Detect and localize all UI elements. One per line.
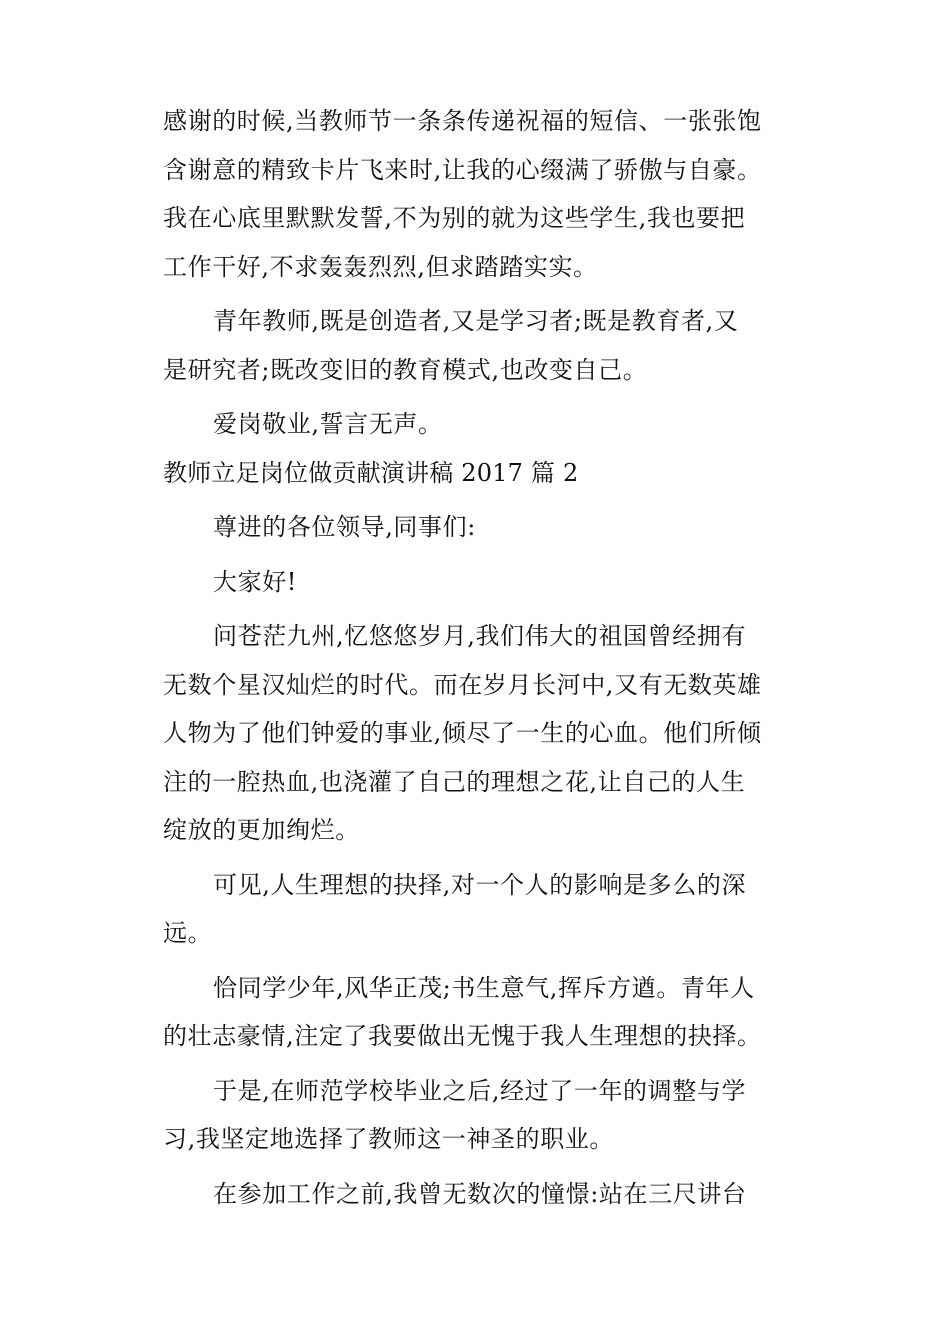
paragraph bbox=[163, 400, 783, 449]
text-line: 绽放的更加绚烂。 bbox=[163, 816, 360, 844]
paragraph bbox=[163, 861, 783, 958]
document-body bbox=[163, 97, 783, 1218]
text-line: 恰同学少年,风华正茂;书生意气,挥斥方遒。青年人 bbox=[213, 973, 755, 1002]
text-line: 感谢的时候,当教师节一条条传递祝福的短信、一张张饱 bbox=[163, 107, 762, 135]
text-line: 是研究者;既改变旧的教育模式,也改变自己。 bbox=[163, 355, 648, 384]
text-line: 注的一腔热血,也浇灌了自己的理想之花,让自己的人生 bbox=[163, 767, 746, 796]
text-line: 我在心底里默默发誓,不为别的就为这些学生,我也要把 bbox=[163, 204, 746, 232]
text-line: 可见,人生理想的抉择,对一个人的影响是多么的深 bbox=[213, 870, 747, 899]
text-line: 在参加工作之前,我曾无数次的憧憬:站在三尺讲台 bbox=[213, 1179, 747, 1208]
text-line: 无数个星汉灿烂的时代。而在岁月长河中,又有无数英雄 bbox=[163, 670, 762, 699]
text-line: 习,我坚定地选择了教师这一神圣的职业。 bbox=[163, 1125, 615, 1153]
paragraph bbox=[163, 1067, 783, 1164]
paragraph bbox=[163, 612, 783, 855]
section-heading: 教师立足岗位做贡献演讲稿 2017 篇 2 bbox=[163, 458, 579, 487]
hello-line: 大家好! bbox=[213, 567, 298, 596]
text-line: 人物为了他们钟爱的事业,倾尽了一生的心血。他们所倾 bbox=[163, 719, 762, 747]
text-line: 含谢意的精致卡片飞来时,让我的心缀满了骄傲与自豪。 bbox=[163, 155, 762, 184]
paragraph bbox=[163, 297, 783, 394]
paragraph bbox=[163, 964, 783, 1061]
text-line: 的壮志豪情,注定了我要做出无愧于我人生理想的抉择。 bbox=[163, 1022, 762, 1050]
text-line: 问苍茫九州,忆悠悠岁月,我们伟大的祖国曾经拥有 bbox=[213, 622, 747, 650]
greeting-line: 尊进的各位领导,同事们: bbox=[213, 513, 476, 541]
paragraph bbox=[163, 1170, 783, 1219]
text-line: 爱岗敬业,誓言无声。 bbox=[213, 410, 443, 438]
text-line: 青年教师,既是创造者,又是学习者;既是教育者,又 bbox=[213, 307, 739, 335]
paragraph bbox=[163, 97, 783, 291]
text-line: 于是,在师范学校毕业之后,经过了一年的调整与学 bbox=[213, 1076, 747, 1105]
text-line: 远。 bbox=[163, 919, 213, 947]
text-line: 工作干好,不求轰轰烈烈,但求踏踏实实。 bbox=[163, 252, 598, 281]
